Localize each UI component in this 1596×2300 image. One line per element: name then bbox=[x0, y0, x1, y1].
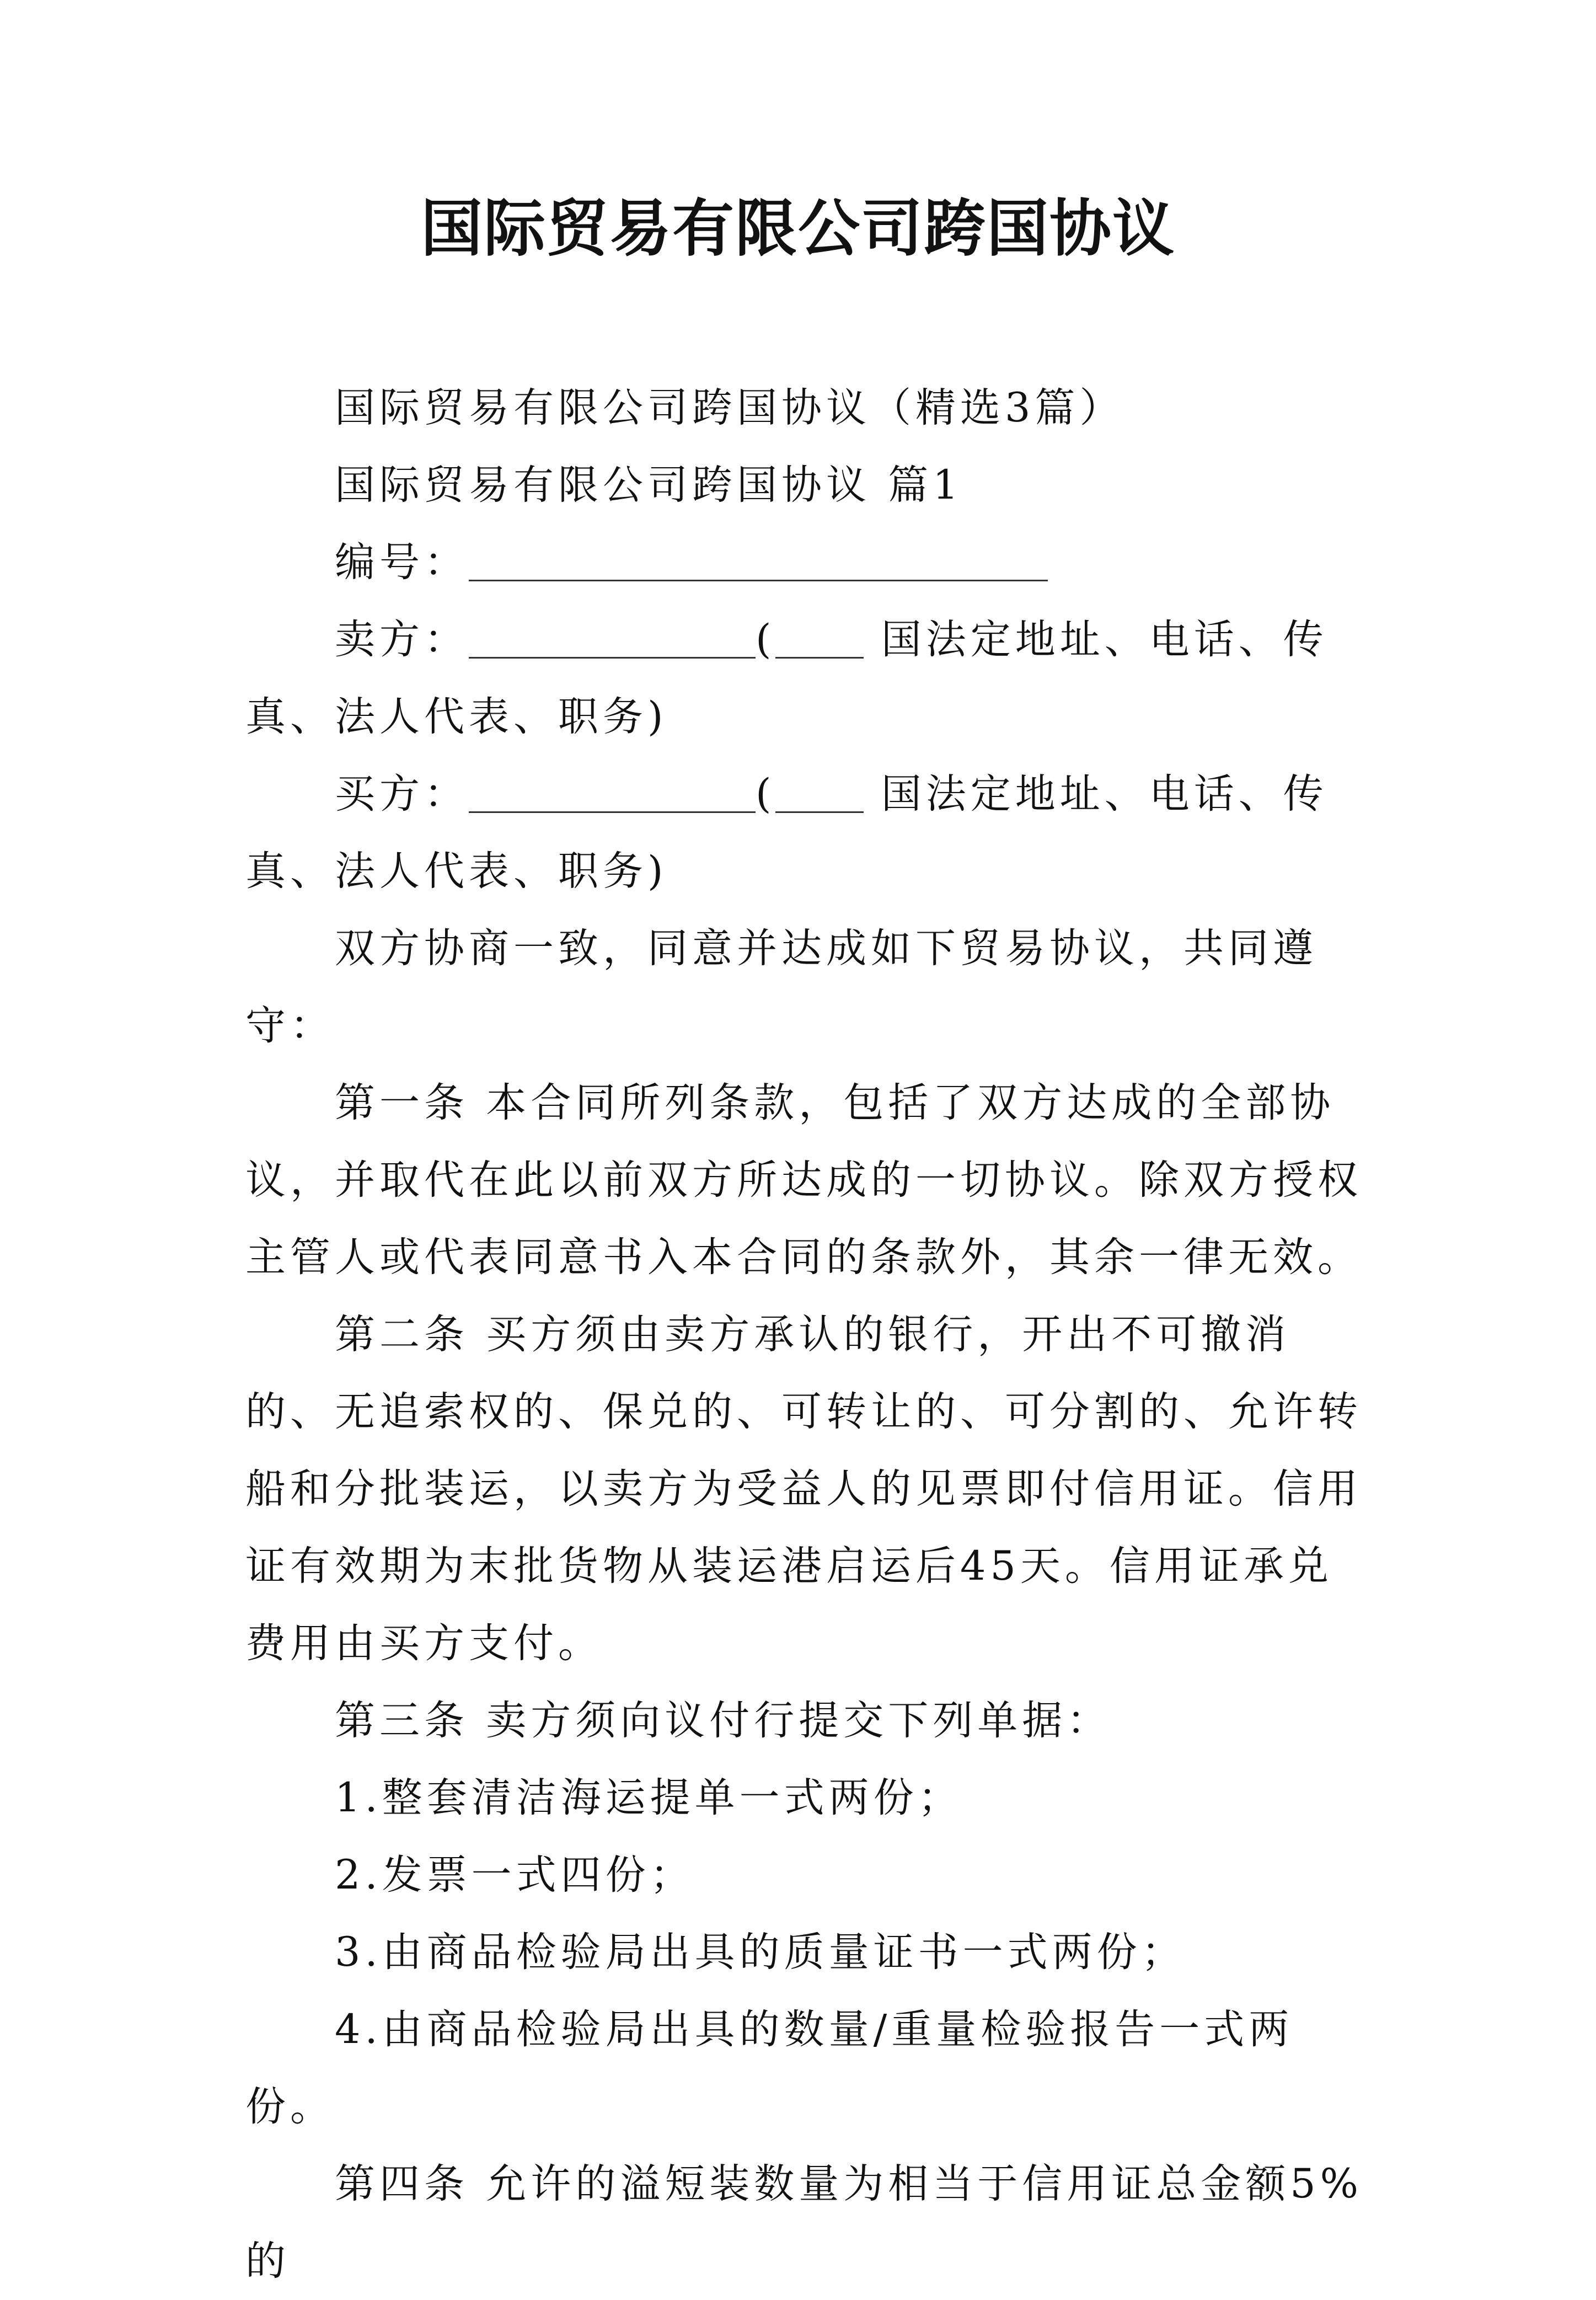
article-3: 第三条 卖方须向议付行提交下列单据： bbox=[335, 1697, 1112, 1744]
section-heading: 国际贸易有限公司跨国协议 篇1 bbox=[335, 462, 963, 509]
seller-name-blank bbox=[469, 613, 756, 659]
seller-paren-open: ( bbox=[756, 616, 776, 663]
article-4: 第四条 允许的溢短装数量为相当于信用证总金额5%的 bbox=[245, 2160, 1363, 2285]
list-item: 4.由商品检验局出具的数量/重量检验报告一式两份。 bbox=[245, 2006, 1294, 2130]
list-item: 3.由商品检验局出具的质量证书一式两份； bbox=[335, 1929, 1186, 1976]
number-label: 编号： bbox=[335, 539, 469, 586]
subtitle: 国际贸易有限公司跨国协议（精选3篇） bbox=[335, 384, 1124, 431]
article-2: 第二条 买方须由卖方承认的银行，开出不可撤消的、无追索权的、保兑的、可转让的、可分割的、允许转船和分批装运，以卖方为受益人的见票即付信用证。信用证有效期为末批货物从装运港启运后45天。信用证承兑费用由买方支付。 bbox=[245, 1311, 1362, 1667]
seller-line bbox=[245, 601, 1376, 756]
buyer-name-blank bbox=[469, 767, 756, 813]
number-line bbox=[245, 524, 1376, 601]
article-1: 第一条 本合同所列条款，包括了双方达成的全部协议，并取代在此以前双方所达成的一切协议。除双方授权主管人或代表同意书入本合同的条款外，其余一律无效。 bbox=[245, 1079, 1362, 1281]
buyer-paren-open: ( bbox=[756, 771, 776, 817]
buyer-label: 买方： bbox=[335, 771, 469, 817]
seller-details: 国法定地址、电话、传真、法人代表、职务) bbox=[245, 616, 1328, 740]
seller-country-blank bbox=[775, 613, 864, 659]
intro-paragraph: 双方协商一致，同意并达成如下贸易协议，共同遵守： bbox=[245, 925, 1317, 1049]
seller-label: 卖方： bbox=[335, 616, 469, 663]
document-title: 国际贸易有限公司跨国协议 bbox=[421, 193, 1175, 265]
buyer-line bbox=[245, 756, 1376, 910]
buyer-country-blank bbox=[775, 767, 864, 813]
document-body bbox=[245, 370, 1376, 2300]
list-item: 2.发票一式四份； bbox=[335, 1852, 695, 1898]
buyer-details: 国法定地址、电话、传真、法人代表、职务) bbox=[245, 771, 1328, 895]
number-blank bbox=[469, 536, 1048, 581]
list-item: 1.整套清洁海运提单一式两份； bbox=[335, 1774, 963, 1821]
